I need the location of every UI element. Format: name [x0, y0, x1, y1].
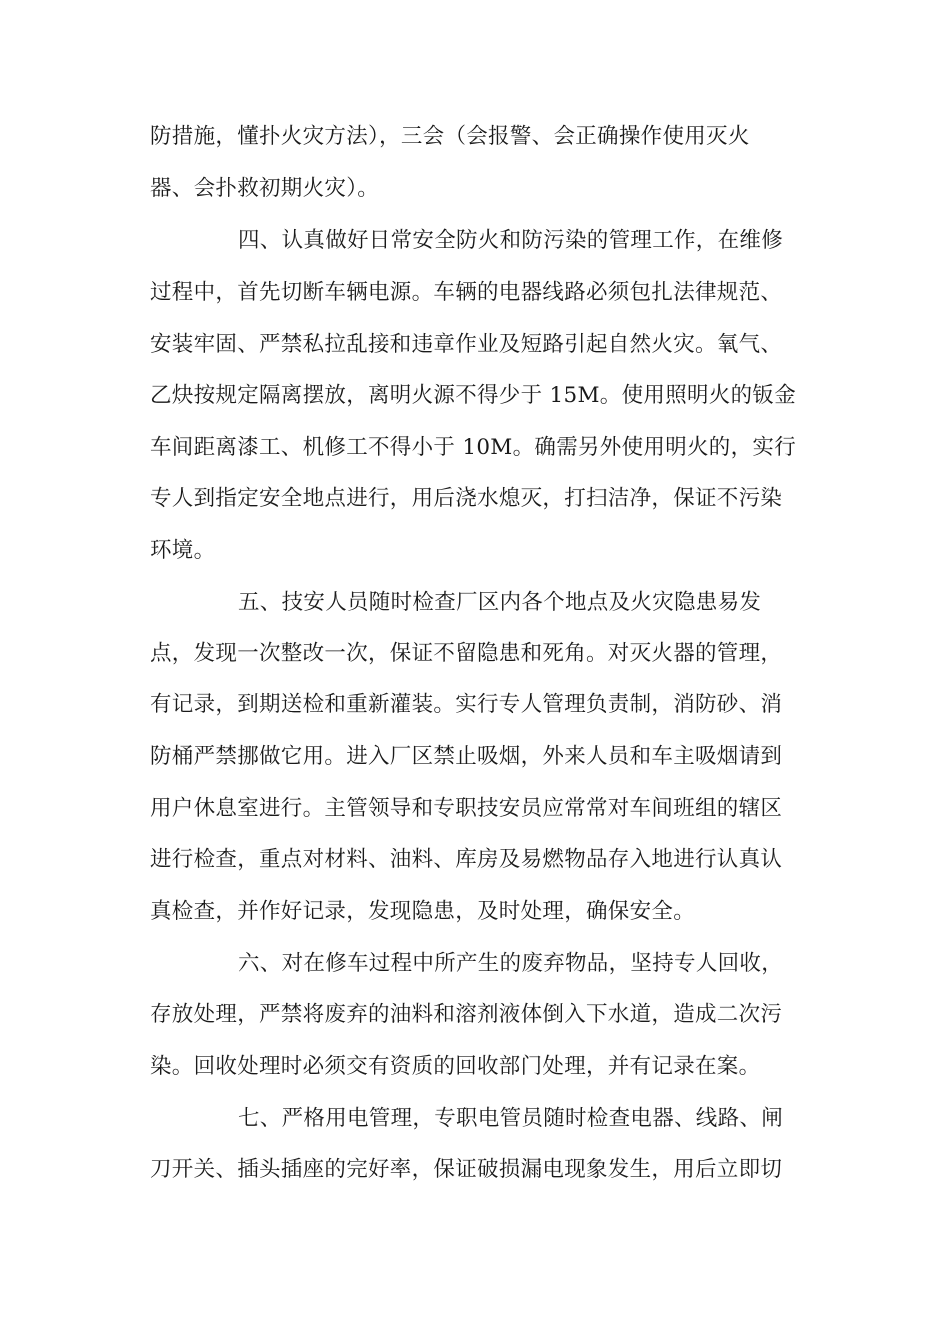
paragraph-7-first-line: 七、严格用电管理，专职电管员随时检查电器、线路、闸: [238, 1106, 784, 1131]
text-line: 车间距离漆工、机修工不得小于 10M。确需另外使用明火的，实行: [150, 435, 797, 460]
text-line: 刀开关、插头插座的完好率，保证破损漏电现象发生，用后立即切: [150, 1157, 783, 1182]
text-line: 进行检查，重点对材料、油料、库房及易燃物品存入地进行认真认: [150, 847, 783, 872]
text-line: 用户休息室进行。主管领导和专职技安员应常常对车间班组的辖区: [150, 796, 783, 821]
text-line: 真检查，并作好记录，发现隐患，及时处理，确保安全。: [150, 899, 696, 924]
text-line: 防桶严禁挪做它用。进入厂区禁止吸烟，外来人员和车主吸烟请到: [150, 744, 783, 769]
text-line: 防措施，懂扑火灾方法），三会（会报警、会正确操作使用灭火: [150, 124, 750, 149]
text-line: 点，发现一次整改一次，保证不留隐患和死角。对灭火器的管理，: [150, 641, 783, 666]
text-line: 染。回收处理时必须交有资质的回收部门处理，并有记录在案。: [150, 1054, 761, 1079]
text-line: 存放处理，严禁将废弃的油料和溶剂液体倒入下水道，造成二次污: [150, 1002, 783, 1027]
text-line: 乙炔按规定隔离摆放，离明火源不得少于 15M。使用照明火的钣金: [150, 383, 797, 408]
text-line: 环境。: [150, 538, 216, 563]
text-line: 安装牢固、严禁私拉乱接和违章作业及短路引起自然火灾。氧气、: [150, 332, 783, 357]
paragraph-6-first-line: 六、对在修车过程中所产生的废弃物品，坚持专人回收，: [238, 951, 784, 976]
text-line: 有记录，到期送检和重新灌装。实行专人管理负责制，消防砂、消: [150, 692, 783, 717]
text-line: 过程中，首先切断车辆电源。车辆的电器线路必须包扎法律规范、: [150, 280, 783, 305]
paragraph-5-first-line: 五、技安人员随时检查厂区内各个地点及火灾隐患易发: [238, 590, 762, 615]
text-line: 器、会扑救初期火灾）。: [150, 176, 380, 201]
paragraph-4-first-line: 四、认真做好日常安全防火和防污染的管理工作，在维修: [238, 228, 784, 253]
text-line: 专人到指定安全地点进行，用后浇水熄灭，打扫洁净，保证不污染: [150, 486, 783, 511]
